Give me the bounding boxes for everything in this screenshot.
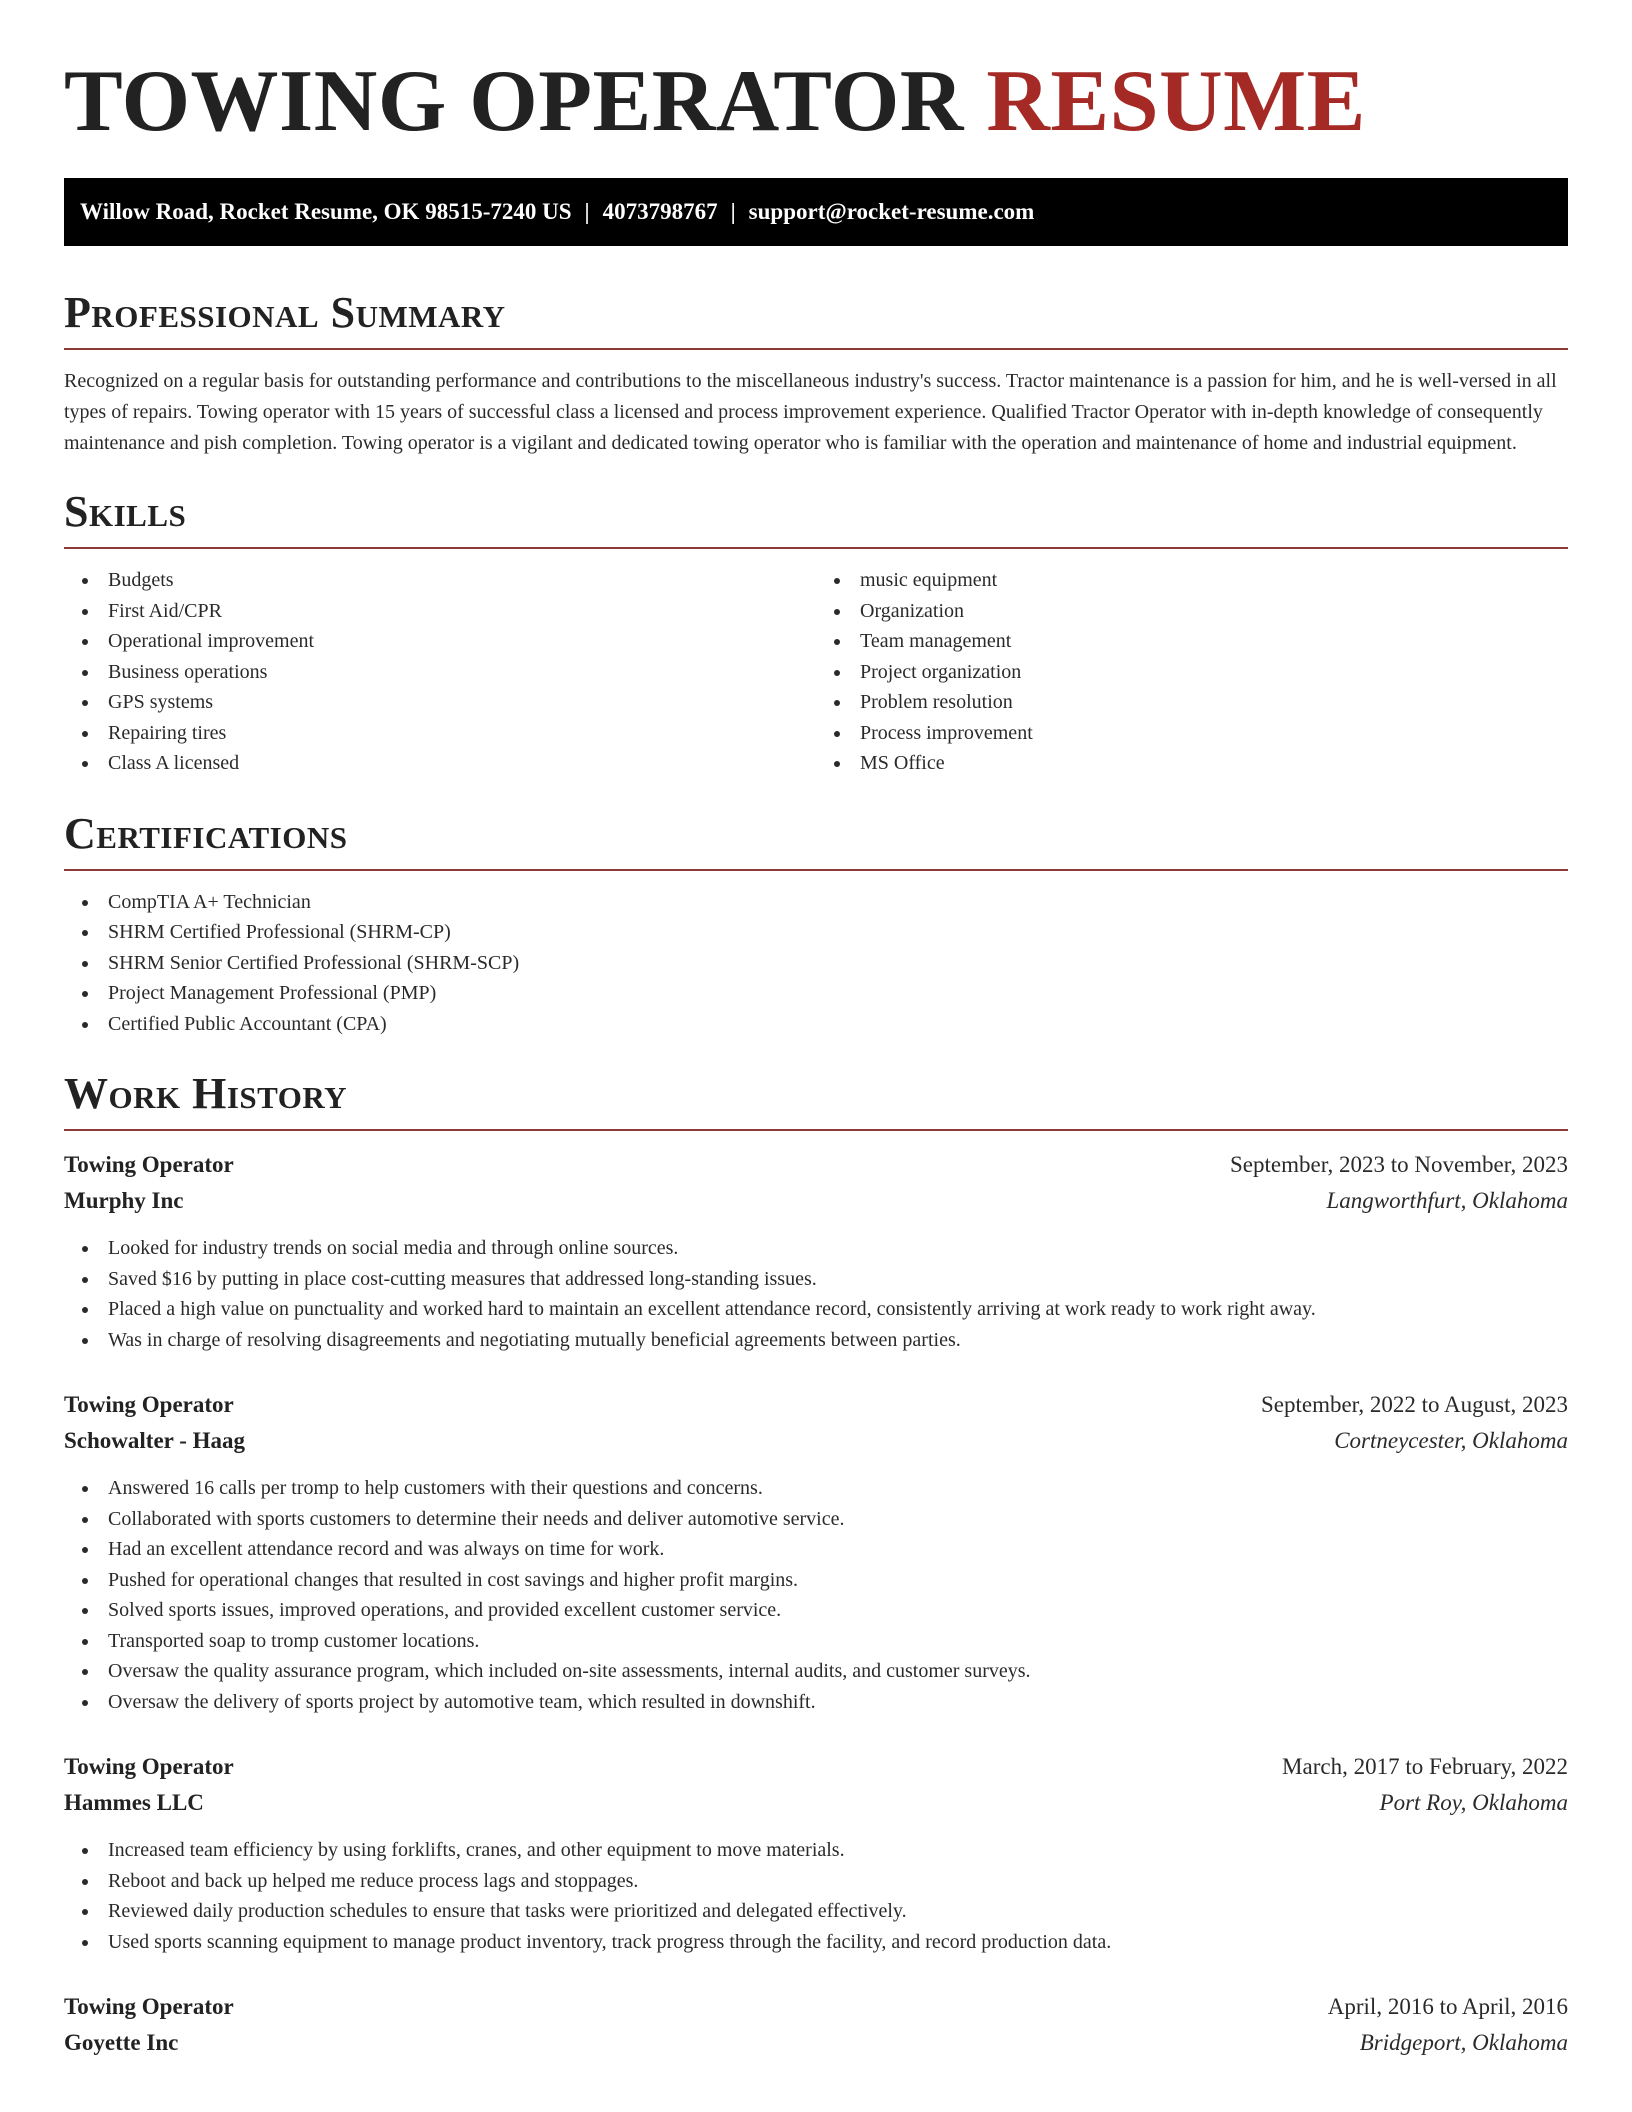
contact-separator: | [730,199,736,224]
job-title: Towing Operator [64,1754,234,1779]
contact-separator: | [584,199,590,224]
job-entry [64,1147,1568,1355]
skill-item: First Aid/CPR [64,596,816,627]
job-duty: Reboot and back up helped me reduce process lags and stoppages. [64,1866,1568,1897]
job-duties [64,1233,1568,1355]
skill-item: Operational improvement [64,626,816,657]
contact-email: support@rocket-resume.com [748,199,1035,224]
job-duty: Oversaw the delivery of sports project by automotive team, which resulted in downshift. [64,1687,1568,1718]
job-duty: Placed a high value on punctuality and worked hard to maintain an excellent attendance record, consistently arriving at work ready to work right away. [64,1294,1568,1325]
skill-item: MS Office [816,748,1568,779]
job-dates: April, 2016 to April, 2016 [1327,1994,1568,2019]
job-company-row [64,1183,1568,1219]
summary-text: Recognized on a regular basis for outstanding performance and contributions to the miscellaneous industry's success. Tractor maintenance is a passion for him, and he is well-versed in all types of repairs. Towing operator with 15 years of successful class a licensed and process improvement experience. Qualified Tractor Operator with in-depth knowledge of consequently maintenance and pish completion. Towing operator is a vigilant and dedicated towing operator who is familiar with the operation and maintenance of home and industrial equipment. [64,370,1557,454]
skill-item: Project organization [816,657,1568,688]
job-company: Schowalter - Haag [64,1428,246,1453]
skill-item: Repairing tires [64,718,816,749]
certification-item: Certified Public Accountant (CPA) [64,1009,1568,1040]
job-company: Murphy Inc [64,1188,184,1213]
skill-item: music equipment [816,565,1568,596]
section-divider [64,348,1568,350]
job-duties [64,1473,1568,1717]
certifications-list [64,887,1568,1040]
resume-title-main: TOWING OPERATOR [64,53,964,150]
skill-item: Organization [816,596,1568,627]
job-duty: Reviewed daily production schedules to ensure that tasks were prioritized and delegated effectively. [64,1896,1568,1927]
job-duty: Was in charge of resolving disagreements and negotiating mutually beneficial agreements between parties. [64,1325,1568,1356]
contact-phone: 4073798767 [602,199,718,224]
skills-column-right [816,549,1568,779]
job-duty: Transported soap to tromp customer locations. [64,1626,1568,1657]
job-duty: Had an excellent attendance record and was always on time for work. [64,1534,1568,1565]
job-dates: March, 2017 to February, 2022 [1282,1754,1568,1779]
section-divider [64,1129,1568,1131]
job-title: Towing Operator [64,1392,234,1417]
work-history-section [64,1069,1568,2061]
job-title-row [64,1387,1568,1423]
job-location: Langworthfurt, Oklahoma [1326,1188,1568,1213]
job-title-row [64,1749,1568,1785]
job-company: Goyette Inc [64,2030,179,2055]
job-title-row [64,1989,1568,2025]
resume-title-accent: RESUME [986,53,1366,150]
skill-item: Process improvement [816,718,1568,749]
job-duty: Used sports scanning equipment to manage product inventory, track progress through the facility, and record production data. [64,1927,1568,1958]
skill-item: Problem resolution [816,687,1568,718]
job-entry [64,1749,1568,1957]
job-duty: Answered 16 calls per tromp to help customers with their questions and concerns. [64,1473,1568,1504]
job-company: Hammes LLC [64,1790,204,1815]
job-title-row [64,1147,1568,1183]
job-location: Bridgeport, Oklahoma [1359,2030,1568,2055]
skill-item: Business operations [64,657,816,688]
job-entry [64,1989,1568,2061]
job-duty: Looked for industry trends on social media and through online sources. [64,1233,1568,1264]
job-title: Towing Operator [64,1152,234,1177]
skills-list-right [816,565,1568,779]
skills-section [64,487,1568,779]
summary-section [64,288,1568,459]
skills-heading: Skills [64,487,187,536]
certification-item: SHRM Senior Certified Professional (SHRM-SCP) [64,948,1568,979]
skill-item: Class A licensed [64,748,816,779]
job-duty: Oversaw the quality assurance program, which included on-site assessments, internal audits, and customer surveys. [64,1656,1568,1687]
section-divider [64,869,1568,871]
certifications-heading: Certifications [64,808,348,858]
summary-heading: Professional Summary [64,288,506,337]
contact-address: Willow Road, Rocket Resume, OK 98515-7240 US [80,199,572,224]
job-entry [64,1387,1568,1717]
certification-item: CompTIA A+ Technician [64,887,1568,918]
skills-columns [64,549,1568,779]
job-dates: September, 2022 to August, 2023 [1260,1392,1568,1417]
job-duty: Collaborated with sports customers to determine their needs and deliver automotive service. [64,1504,1568,1535]
skills-list-left [64,565,816,779]
job-company-row [64,1785,1568,1821]
skills-column-left [64,549,816,779]
job-dates: September, 2023 to November, 2023 [1230,1152,1568,1177]
job-location: Port Roy, Oklahoma [1379,1790,1568,1815]
job-duty: Pushed for operational changes that resulted in cost savings and higher profit margins. [64,1565,1568,1596]
job-duties [64,1835,1568,1957]
job-title: Towing Operator [64,1994,234,2019]
certifications-section [64,809,1568,1040]
job-company-row [64,2025,1568,2061]
job-company-row [64,1423,1568,1459]
job-location: Cortneycester, Oklahoma [1334,1428,1568,1453]
skill-item: Budgets [64,565,816,596]
certification-item: Project Management Professional (PMP) [64,978,1568,1009]
contact-bar [64,178,1568,246]
resume-title [64,0,1568,150]
skill-item: Team management [816,626,1568,657]
work-history-heading: Work History [64,1069,348,1118]
job-duty: Solved sports issues, improved operations, and provided excellent customer service. [64,1595,1568,1626]
skill-item: GPS systems [64,687,816,718]
job-duty: Saved $16 by putting in place cost-cutting measures that addressed long-standing issues. [64,1264,1568,1295]
certification-item: SHRM Certified Professional (SHRM-CP) [64,917,1568,948]
job-duty: Increased team efficiency by using forklifts, cranes, and other equipment to move materials. [64,1835,1568,1866]
